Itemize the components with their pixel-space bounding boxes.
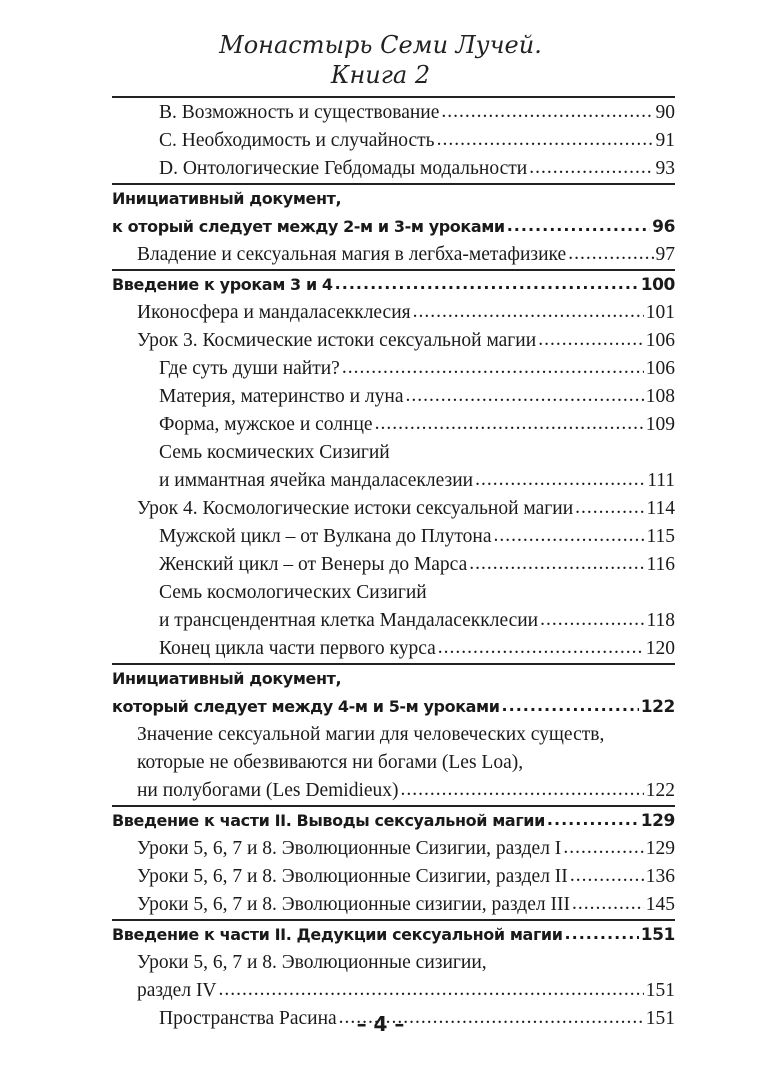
toc-entry — [112, 635, 675, 665]
toc-entry-page: 120 — [645, 638, 675, 659]
toc-entry — [112, 921, 675, 949]
toc-entry — [112, 949, 675, 977]
toc-leader-dots — [568, 240, 653, 268]
header-title: Монастырь Семи Лучей. — [219, 31, 542, 59]
toc-leader-dots — [572, 890, 644, 918]
toc-entry-title: Иконосфера и мандаласекклесия — [137, 302, 411, 323]
toc-leader-dots — [502, 692, 639, 720]
toc-entry-page: 100 — [640, 275, 675, 295]
toc-leader-dots — [494, 522, 645, 550]
toc-entry-title: Уроки 5, 6, 7 и 8. Эволюционные Сизигии, раздел I — [137, 838, 562, 859]
toc-leader-dots — [375, 410, 644, 438]
toc-leader-dots — [469, 550, 644, 578]
toc-entry-title: Значение сексуальной магии для человеческих существ, — [137, 724, 605, 745]
toc-entry — [112, 835, 675, 863]
toc-leader-dots — [413, 298, 644, 326]
toc-entry-title: Мужской цикл – от Вулкана до Плутона — [159, 526, 492, 547]
toc-entry — [112, 693, 675, 721]
toc-entry-title: Введение к части II. Выводы сексуальной магии — [112, 811, 545, 830]
toc-entry-title: C. Необходимость и случайность — [159, 130, 435, 151]
toc-entry-page: 122 — [640, 697, 675, 717]
header-subtitle: Книга 2 — [330, 61, 431, 89]
toc-leader-dots — [563, 834, 643, 862]
toc-entry — [112, 891, 675, 921]
toc-entry — [112, 327, 675, 355]
toc-entry — [112, 241, 675, 271]
toc-leader-dots — [335, 270, 639, 298]
toc-entry-page: 151 — [645, 1008, 675, 1029]
toc-entry-title: ни полубогами (Les Demidieux) — [137, 780, 399, 801]
toc-entry-title: Введение к части II. Дедукции сексуальной магии — [112, 925, 563, 944]
toc-entry-page: 116 — [646, 554, 675, 575]
toc-entry-title: D. Онтологические Гебдомады модальности — [159, 158, 528, 179]
toc-entry-page: 122 — [645, 780, 675, 801]
toc-entry — [112, 213, 675, 241]
toc-entry-page: 145 — [645, 894, 675, 915]
toc-entry — [112, 271, 675, 299]
toc-leader-dots — [575, 494, 644, 522]
toc-entry-page: 96 — [652, 217, 675, 237]
toc-entry — [112, 863, 675, 891]
toc-entry-page: 136 — [645, 866, 675, 887]
toc-entry-title: Материя, материнство и луна — [159, 386, 404, 407]
toc-entry-page: 91 — [655, 130, 675, 151]
toc-leader-dots — [401, 776, 644, 804]
toc-entry — [112, 467, 675, 495]
toc-entry-page: 106 — [645, 330, 675, 351]
toc-entry-title: Семь космологических Сизигий — [159, 582, 427, 603]
toc-entry-title: Инициативный документ, — [112, 189, 342, 208]
toc-entry — [112, 383, 675, 411]
toc-leader-dots — [529, 154, 653, 182]
toc-entry — [112, 749, 675, 777]
toc-entry — [112, 155, 675, 185]
toc-entry — [112, 99, 675, 127]
toc-entry-title: Уроки 5, 6, 7 и 8. Эволюционные сизигии, — [137, 952, 487, 973]
page-number: – 4 – — [356, 1012, 405, 1036]
toc-entry-page: 97 — [655, 244, 675, 265]
toc-leader-dots — [438, 634, 644, 662]
toc-entry-title: Владение и сексуальная магия в легбха-метафизике — [137, 244, 567, 265]
toc-entry-page: 108 — [645, 386, 675, 407]
toc-entry-title: Семь космических Сизигий — [159, 442, 390, 463]
toc-entry-title: к оторый следует между 2-м и 3-м уроками — [112, 217, 505, 236]
toc-leader-dots — [570, 862, 644, 890]
toc-entry-page: 101 — [645, 302, 675, 323]
toc-leader-dots — [540, 606, 644, 634]
toc-entry-title: которые не обезвиваются ни богами (Les Loa), — [137, 752, 524, 773]
toc-leader-dots — [565, 920, 639, 948]
toc-entry-title: Женский цикл – от Венеры до Марса — [159, 554, 468, 575]
toc-entry-title: Урок 3. Космические истоки сексуальной магии — [137, 330, 537, 351]
toc-entry-title: Уроки 5, 6, 7 и 8. Эволюционные сизигии, раздел III — [137, 894, 570, 915]
toc-entry-page: 129 — [640, 811, 675, 831]
toc-entry-title: Введение к урокам 3 и 4 — [112, 275, 333, 294]
toc-entry — [112, 665, 675, 693]
toc-entry-page: 114 — [646, 498, 675, 519]
toc-entry — [112, 439, 675, 467]
toc-entry — [112, 977, 675, 1005]
toc-entry — [112, 721, 675, 749]
toc-entry — [112, 299, 675, 327]
toc-leader-dots — [475, 466, 645, 494]
toc-entry-title: Урок 4. Космологические истоки сексуальной магии — [137, 498, 574, 519]
toc-entry-page: 93 — [655, 158, 675, 179]
toc-entry-title: который следует между 4-м и 5-м уроками — [112, 697, 500, 716]
toc-entry-page: 106 — [645, 358, 675, 379]
toc-entry-title: Где суть души найти? — [159, 358, 340, 379]
toc-entry-page: 111 — [647, 470, 675, 491]
toc-entry — [112, 355, 675, 383]
toc-leader-dots — [219, 976, 644, 1004]
toc-leader-dots — [437, 126, 654, 154]
toc-entry-title: и трансцендентная клетка Мандаласекклесии — [159, 610, 539, 631]
toc-entry — [112, 127, 675, 155]
toc-leader-dots — [342, 354, 644, 382]
toc-leader-dots — [538, 326, 644, 354]
toc-entry-page: 109 — [645, 414, 675, 435]
toc-entry — [112, 185, 675, 213]
toc-entry — [112, 777, 675, 807]
toc-leader-dots — [441, 98, 653, 126]
toc-entry — [112, 551, 675, 579]
toc-entry-title: Инициативный документ, — [112, 669, 342, 688]
toc-entry-title: Конец цикла части первого курса — [159, 638, 436, 659]
toc-entry-title: Форма, мужское и солнце — [159, 414, 373, 435]
toc-entry — [112, 607, 675, 635]
toc-entry-title: раздел IV — [137, 980, 217, 1001]
toc-entry — [112, 807, 675, 835]
toc-entry — [112, 579, 675, 607]
toc-entry-title: B. Возможность и существование — [159, 102, 440, 123]
toc-entry-page: 118 — [646, 610, 675, 631]
running-header — [0, 30, 761, 90]
toc-entry — [112, 495, 675, 523]
toc-entry — [112, 411, 675, 439]
toc-entry — [112, 523, 675, 551]
toc-leader-dots — [405, 382, 643, 410]
toc-entry-page: 90 — [655, 102, 675, 123]
toc-entry-page: 115 — [646, 526, 675, 547]
toc-leader-dots — [507, 212, 650, 240]
toc-entry-page: 151 — [640, 925, 675, 945]
toc-entry-page: 151 — [645, 980, 675, 1001]
table-of-contents — [112, 99, 675, 1033]
toc-leader-dots — [547, 806, 639, 834]
toc-entry-title: Пространства Расина — [159, 1008, 337, 1029]
toc-entry-page: 129 — [645, 838, 675, 859]
toc-entry-title: и иммантная ячейка мандаласеклезии — [159, 470, 474, 491]
toc-entry-title: Уроки 5, 6, 7 и 8. Эволюционные Сизигии, раздел II — [137, 866, 568, 887]
